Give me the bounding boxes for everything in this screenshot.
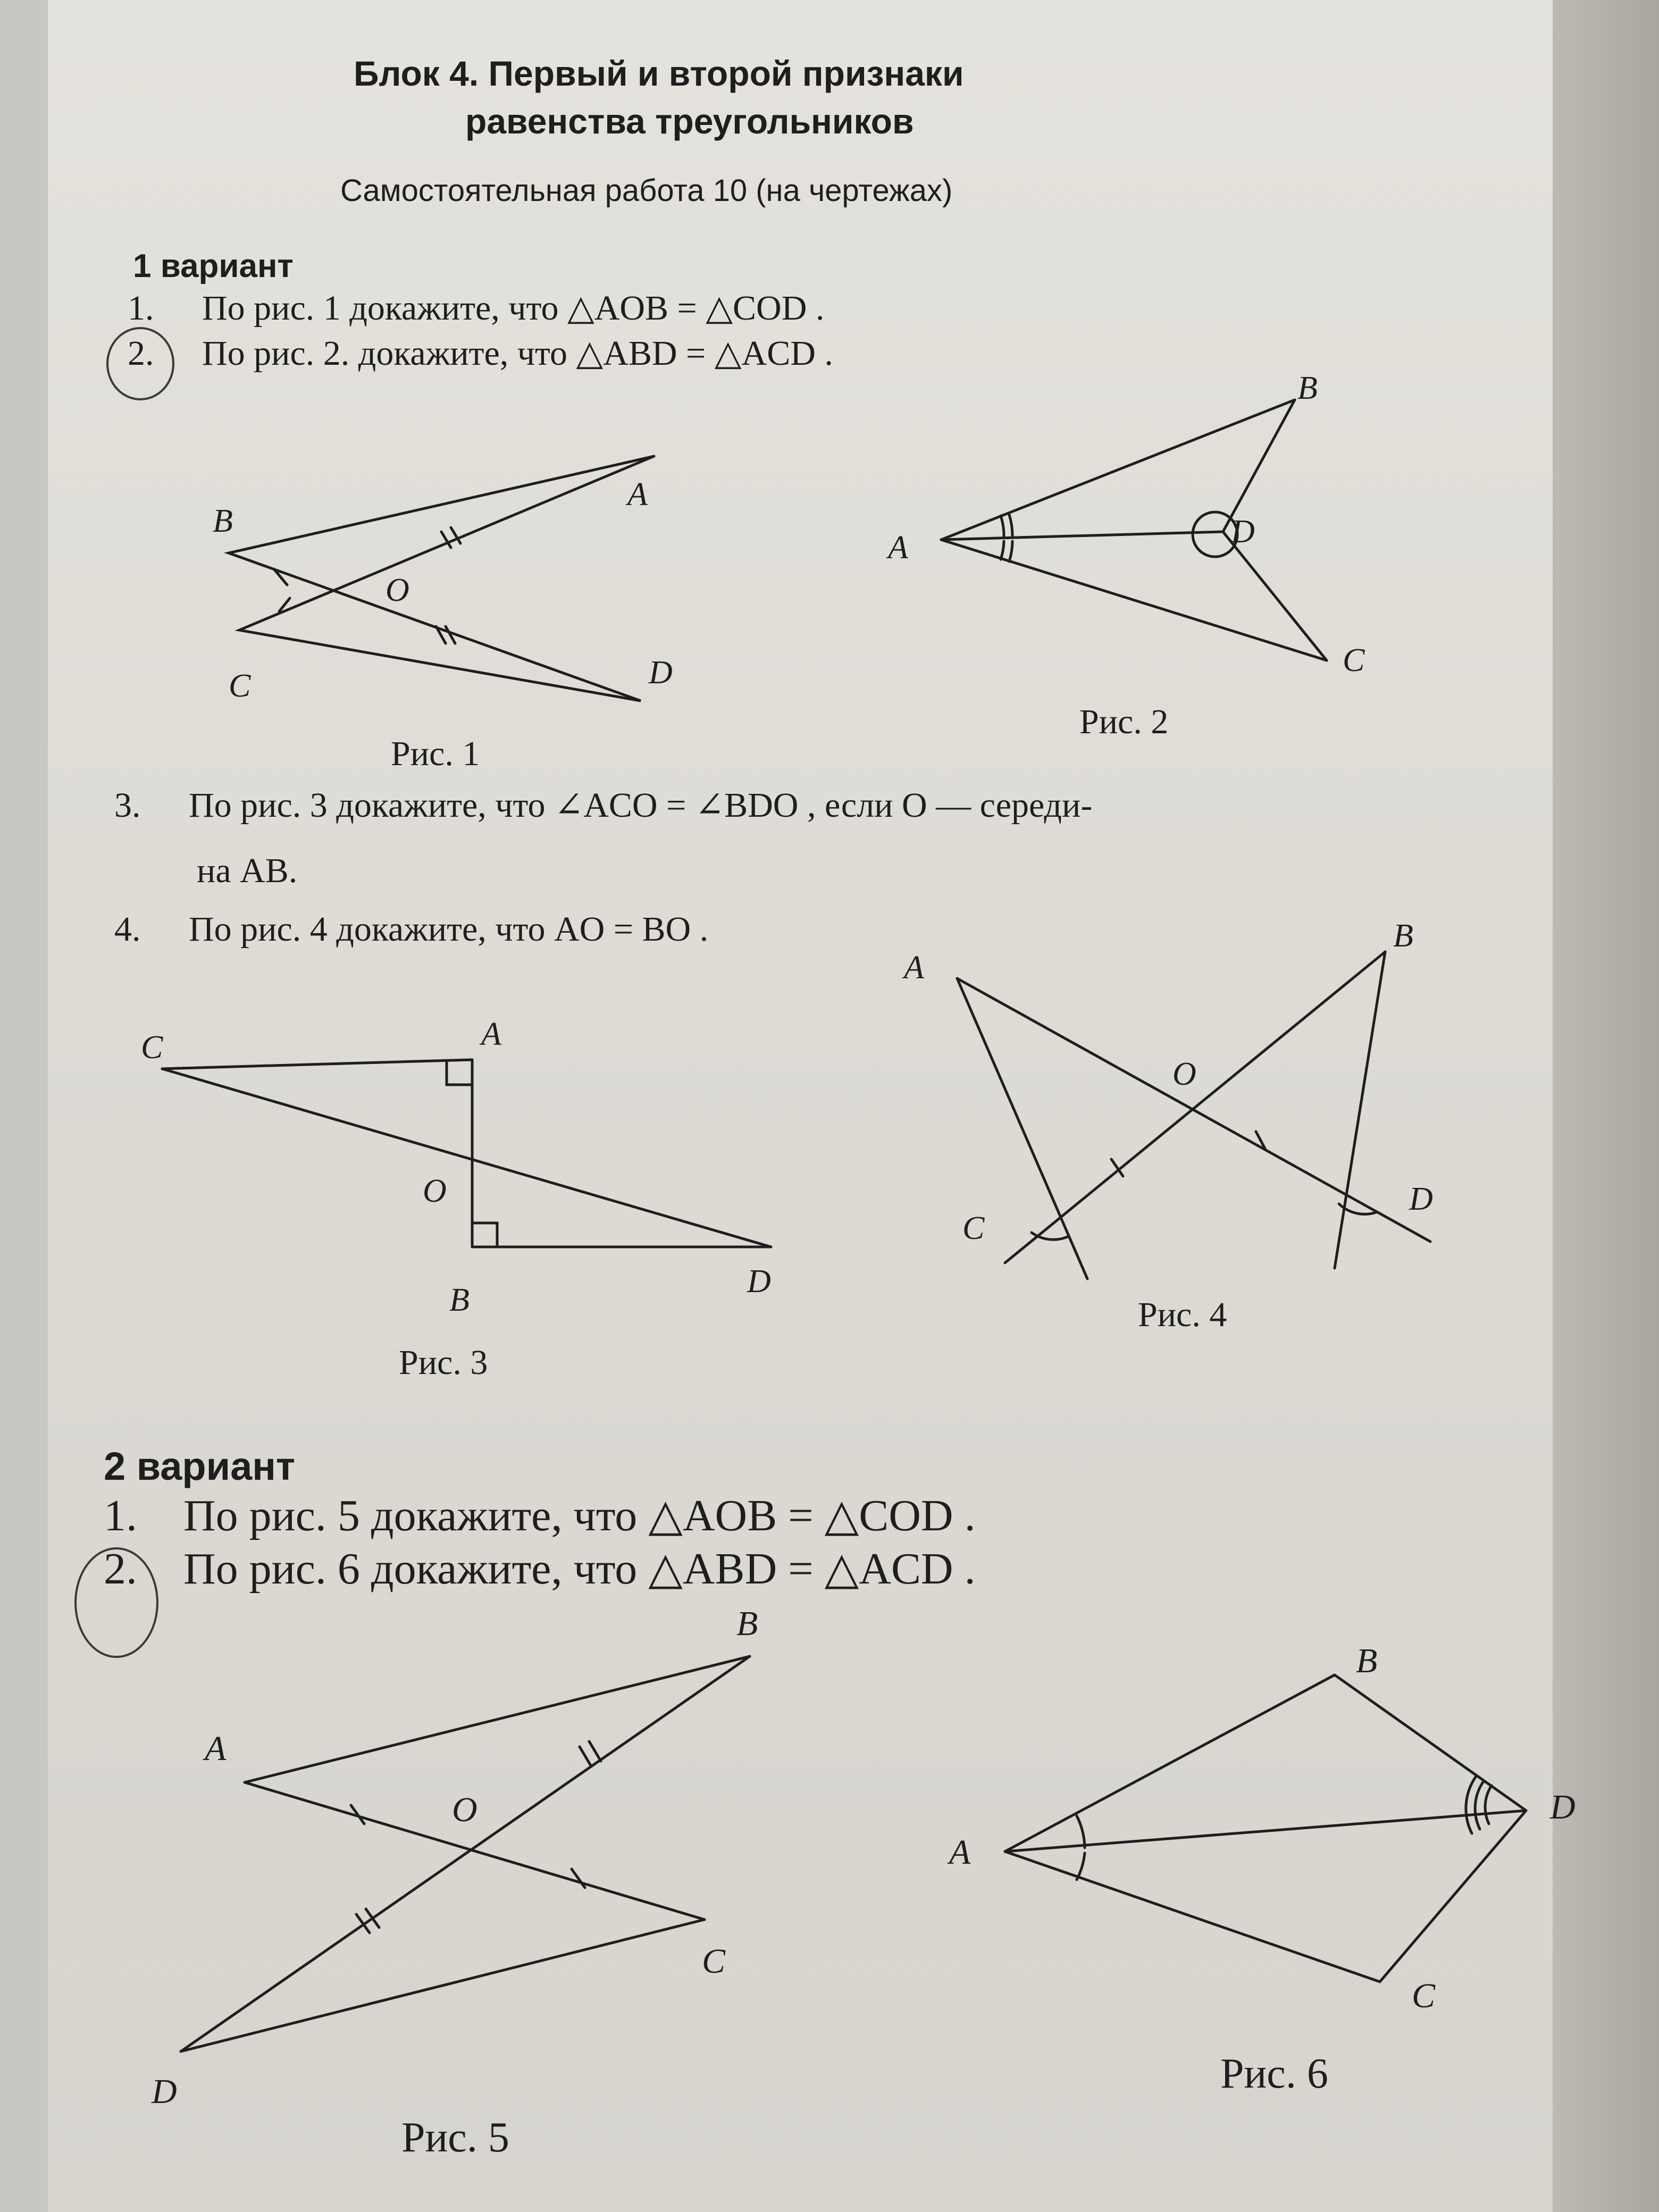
block-title-line2: равенства треугольников	[465, 102, 914, 141]
fig6-label-a: A	[949, 1833, 971, 1872]
fig4-label-a: A	[904, 950, 924, 986]
figure-labels	[141, 370, 1576, 2111]
task-text: По рис. 3 докажите, что ∠ACO = ∠BDO , если O — середи-	[189, 786, 1093, 825]
task-number: 2.	[128, 334, 154, 373]
task-text: По рис. 4 докажите, что AO = BO .	[189, 910, 709, 949]
fig5-caption: Рис. 5	[401, 2114, 509, 2161]
task-text: По рис. 5 докажите, что △AOB = △COD .	[183, 1491, 976, 1540]
fig1-label-a: B	[213, 503, 233, 539]
fig1-label-c: C	[229, 668, 251, 704]
fig3-caption: Рис. 3	[399, 1343, 488, 1382]
figure-3	[162, 1060, 771, 1247]
v1-task3-continuation: на AB.	[197, 851, 298, 890]
fig5-label-b: B	[736, 1604, 758, 1643]
fig2-label-b: B	[1297, 370, 1318, 406]
fig4-label-o: O	[1172, 1056, 1196, 1092]
fig5-label-d: D	[152, 2072, 177, 2111]
work-subtitle: Самостоятельная работа 10 (на чертежах)	[340, 173, 953, 208]
fig3-label-c: C	[141, 1029, 163, 1066]
fig4-label-b: B	[1393, 918, 1413, 954]
fig2-caption: Рис. 2	[1079, 702, 1169, 741]
fig3-label-o: O	[423, 1173, 447, 1209]
fig5-label-c: C	[702, 1942, 726, 1981]
fig6-caption: Рис. 6	[1220, 2050, 1328, 2097]
fig5-label-a: A	[205, 1729, 227, 1768]
task-number: 2.	[104, 1544, 137, 1594]
fig1-label-b: A	[627, 476, 648, 513]
fig6-label-b: B	[1356, 1641, 1378, 1680]
fig2-label-a: A	[888, 530, 908, 566]
task-text: По рис. 2. докажите, что △ABD = △ACD .	[202, 334, 833, 373]
fig2-label-d: D	[1231, 514, 1255, 550]
figure-5	[181, 1656, 750, 2051]
task-text: По рис. 6 докажите, что △ABD = △ACD .	[183, 1544, 976, 1594]
fig6-label-c: C	[1412, 1976, 1436, 2015]
fig3-label-a: A	[481, 1016, 501, 1052]
figure-1	[229, 456, 654, 701]
task-text: По рис. 1 докажите, что △AOB = △COD .	[202, 289, 825, 328]
task-number: 1.	[128, 289, 154, 328]
figure-4	[957, 952, 1430, 1279]
fig4-label-c: C	[962, 1210, 985, 1246]
fig4-label-d: D	[1409, 1181, 1433, 1217]
fig6-label-d: D	[1550, 1788, 1576, 1826]
fig1-caption: Рис. 1	[391, 734, 480, 773]
task-number: 1.	[104, 1491, 137, 1540]
figure-2	[941, 400, 1327, 660]
task-number: 3.	[114, 786, 141, 825]
block-title-line1: Блок 4. Первый и второй признаки	[354, 54, 964, 93]
fig4-caption: Рис. 4	[1138, 1295, 1227, 1334]
variant2-heading: 2 вариант	[104, 1444, 296, 1488]
fig1-label-o: O	[386, 572, 409, 608]
variant1-heading: 1 вариант	[133, 248, 294, 284]
fig3-label-d: D	[747, 1263, 771, 1300]
fig5-label-o: O	[452, 1790, 477, 1829]
fig1-label-d: D	[649, 655, 673, 691]
fig3-label-b: B	[449, 1282, 470, 1318]
figure-6	[1005, 1675, 1526, 1982]
task-number: 4.	[114, 910, 141, 949]
fig2-label-c: C	[1343, 642, 1365, 678]
